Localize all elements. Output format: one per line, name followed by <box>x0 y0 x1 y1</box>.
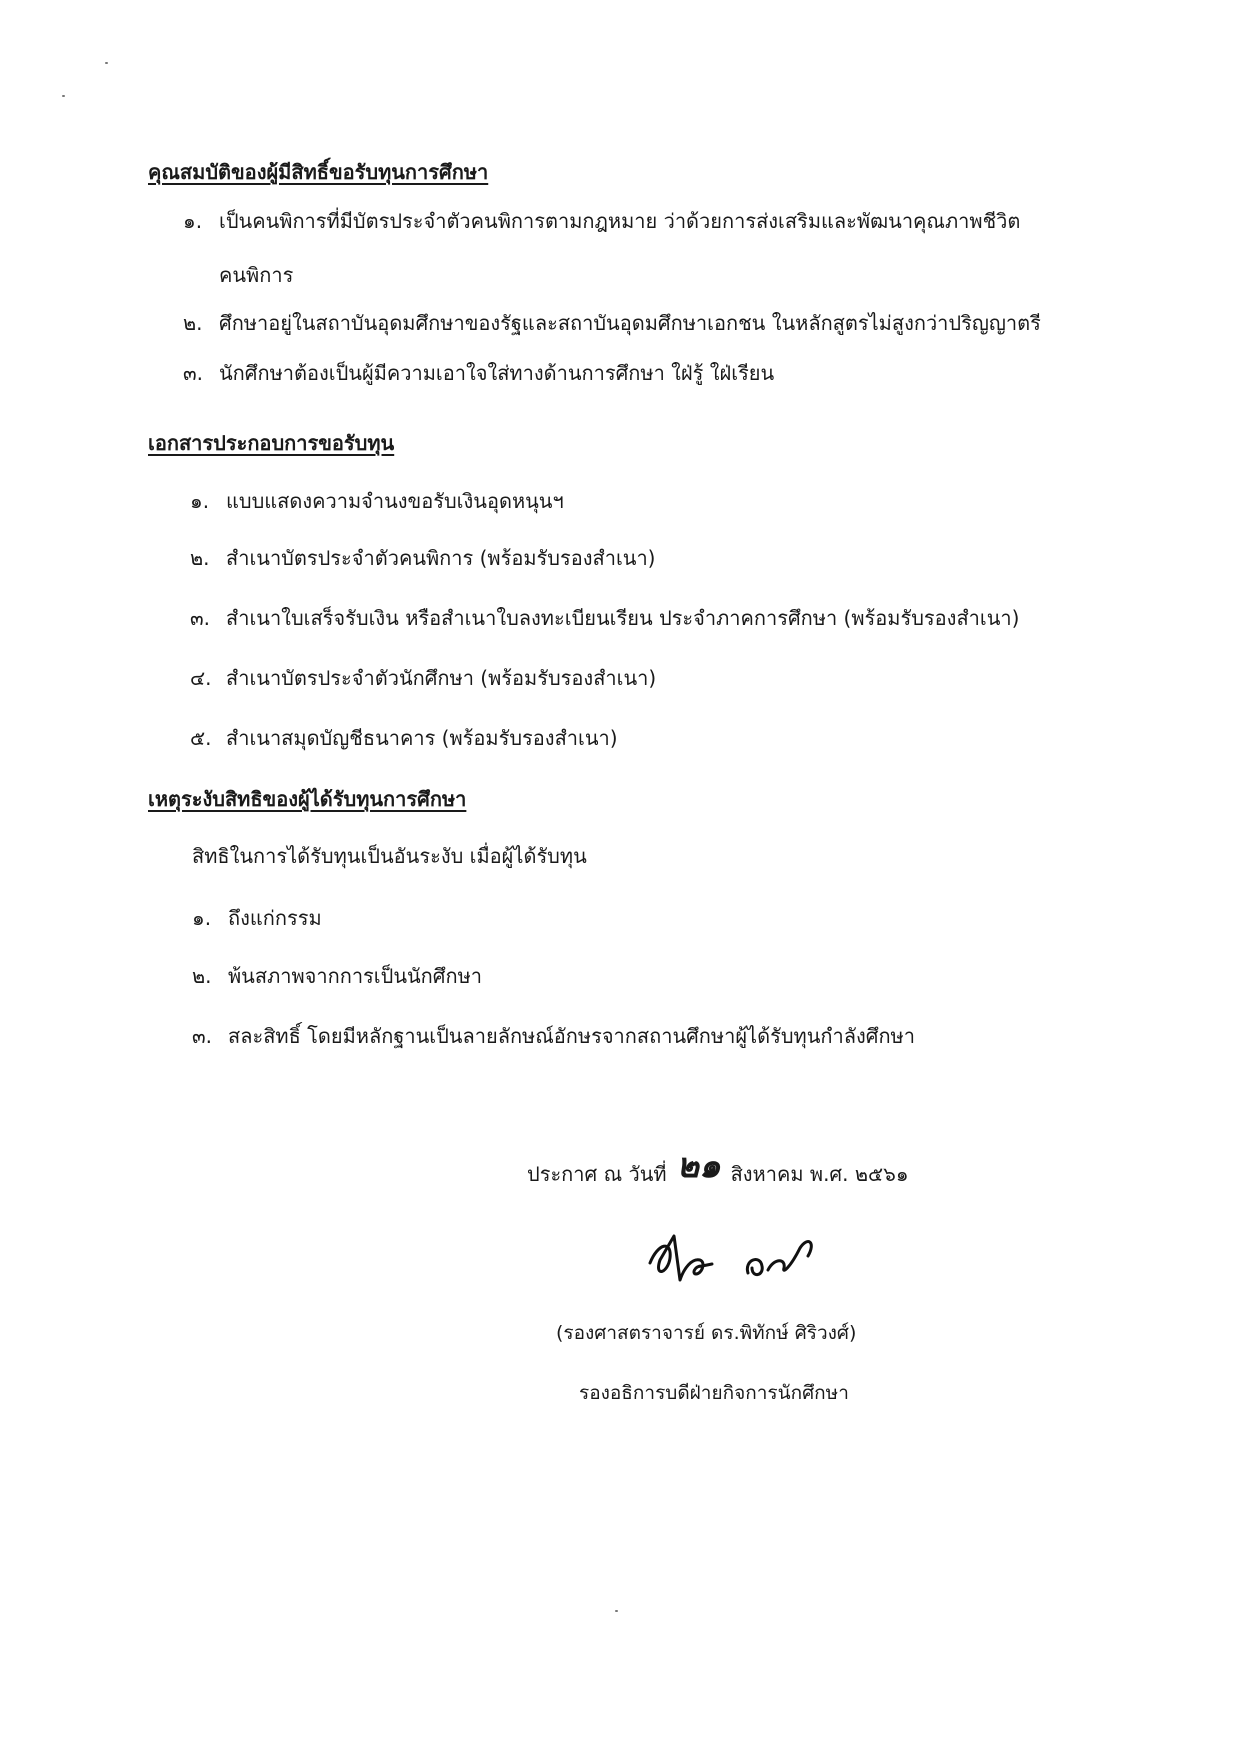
item-number: ๓. <box>183 361 204 385</box>
signature-icon <box>640 1218 860 1298</box>
item-number: ๔. <box>190 666 212 690</box>
item-number: ๑. <box>190 489 210 513</box>
item-text: พ้นสภาพจากการเป็นนักศึกษา <box>228 964 483 988</box>
section-heading-documents: เอกสารประกอบการขอรับทุน <box>148 431 395 455</box>
item-text: สำเนาบัตรประจำตัวนักศึกษา (พร้อมรับรองสำเนา) <box>226 666 657 690</box>
item-text: เป็นคนพิการที่มีบัตรประจำตัวคนพิการตามกฎหมาย ว่าด้วยการส่งเสริมและพัฒนาคุณภาพชีวิต <box>219 209 1021 233</box>
item-number: ๓. <box>192 1024 213 1048</box>
signer-position: รองอธิการบดีฝ่ายกิจการนักศึกษา <box>579 1382 849 1404</box>
list-item <box>192 1020 915 1052</box>
item-number: ๓. <box>190 606 211 630</box>
item-text: สำเนาบัตรประจำตัวคนพิการ (พร้อมรับรองสำเนา) <box>226 546 656 570</box>
section-intro: สิทธิในการได้รับทุนเป็นอันระงับ เมื่อผู้ได้รับทุน <box>192 844 587 868</box>
signer-name: (รองศาสตราจารย์ ดร.พิทักษ์ ศิริวงศ์) <box>556 1322 857 1344</box>
list-item <box>190 542 655 574</box>
item-text: นักศึกษาต้องเป็นผู้มีความเอาใจใส่ทางด้านการศึกษา ใฝ่รู้ ใฝ่เรียน <box>219 361 775 385</box>
list-item <box>183 357 774 389</box>
announcement-day: ๒๑ <box>676 1146 721 1186</box>
item-number: ๕. <box>190 726 212 750</box>
item-text: แบบแสดงความจำนงขอรับเงินอุดหนุนฯ <box>226 489 564 513</box>
item-number: ๑. <box>183 209 203 233</box>
list-item <box>190 722 618 754</box>
list-item <box>192 960 482 992</box>
item-text: สละสิทธิ์ โดยมีหลักฐานเป็นลายลักษณ์อักษรจากสถานศึกษาผู้ได้รับทุนกำลังศึกษา <box>228 1024 915 1048</box>
item-number: ๒. <box>192 964 212 988</box>
item-text: สำเนาสมุดบัญชีธนาคาร (พร้อมรับรองสำเนา) <box>226 726 618 750</box>
item-text: ถึงแก่กรรม <box>228 906 322 930</box>
item-text: สำเนาใบเสร็จรับเงิน หรือสำเนาใบลงทะเบียนเรียน ประจำภาคการศึกษา (พร้อมรับรองสำเนา) <box>226 606 1020 630</box>
scan-speck <box>105 62 108 64</box>
list-item <box>190 602 1019 634</box>
item-number: ๒. <box>183 311 203 335</box>
item-number: ๒. <box>190 546 210 570</box>
section-heading-termination: เหตุระงับสิทธิของผู้ได้รับทุนการศึกษา <box>148 787 467 811</box>
announcement-prefix: ประกาศ ณ วันที่ <box>527 1162 667 1186</box>
scan-speck <box>62 95 65 97</box>
announcement-month-year: สิงหาคม พ.ศ. ๒๕๖๑ <box>730 1162 909 1186</box>
announcement-date <box>527 1142 909 1196</box>
scan-speck <box>615 1610 618 1612</box>
section-heading-qualifications: คุณสมบัติของผู้มีสิทธิ์ขอรับทุนการศึกษา <box>148 160 489 184</box>
list-item <box>183 205 1020 237</box>
list-item <box>192 902 322 934</box>
list-item <box>183 307 1041 339</box>
list-item <box>190 485 564 517</box>
list-item <box>190 662 656 694</box>
item-text: ศึกษาอยู่ในสถาบันอุดมศึกษาของรัฐและสถาบันอุดมศึกษาเอกชน ในหลักสูตรไม่สูงกว่าปริญญาตรี <box>219 311 1041 335</box>
item-text-continuation: คนพิการ <box>219 263 294 287</box>
item-number: ๑. <box>192 906 212 930</box>
